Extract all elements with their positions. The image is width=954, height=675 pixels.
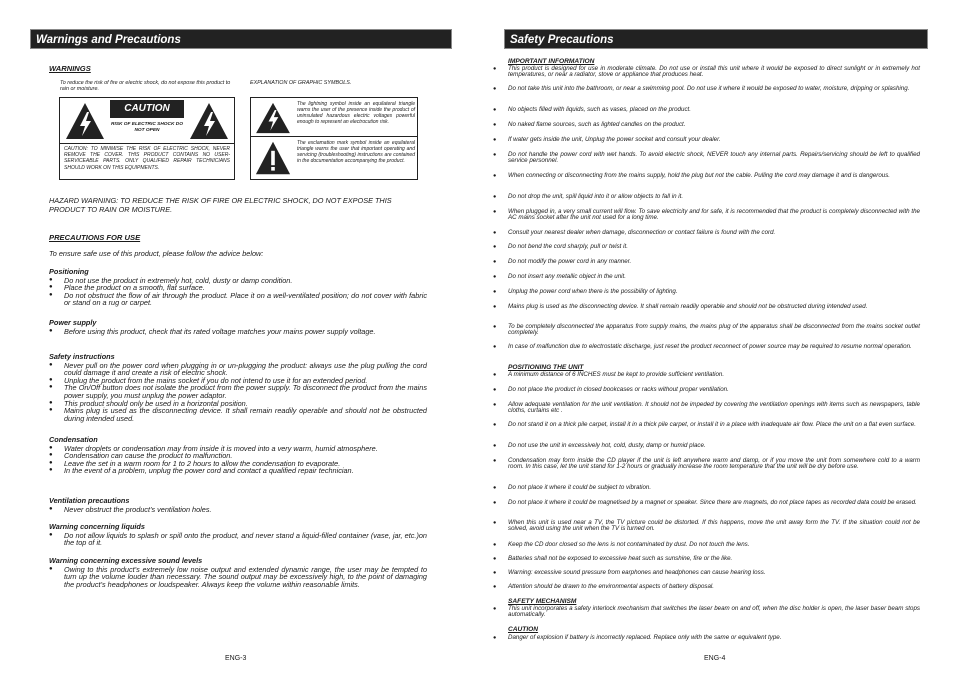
list-item: ● Do not bend the cord sharply, pull or twist it. (508, 244, 920, 250)
list-item: ● Owing to this product’s extremely low noise output and extended dynamic range, the user may be tempted to turn up the volume louder than necessary. The sound output may be excessively high, to the point of damaging the product’s headphones or loudspeaker. Always keep the volume within reasonable limits. (49, 566, 427, 589)
symbols-heading: EXPLANATION OF GRAPHIC SYMBOLS. (250, 80, 352, 86)
list-item: ● Do not obstruct the flow of air through the product. Place it on a well-ventilated position; do not cover with fabric or stand on a rug or carpet. (49, 292, 427, 307)
list-item: ● When plugged in, a very small current will flow. To save electricity and for safe, it is recommended that the product is completely disconnected with the AC mains socket after the unit not used for a long time. (508, 209, 920, 221)
caution-label: CAUTION (110, 100, 184, 118)
list-item: ● This product should only be used in a horizontal position. (49, 400, 427, 408)
list-item: ● Do not drop the unit, spill liquid into it or allow objects to fall in it. (508, 194, 920, 200)
caution-sub-label: RISK OF ELECTRIC SHOCK DO NOT OPEN (111, 122, 183, 133)
section-title: Condensation (49, 435, 98, 444)
list-item: ● Consult your nearest dealer when damage, disconnection or contact failure is found with the cord. (508, 230, 920, 236)
list-item: ● This unit incorporates a safety interlock mechanism that switches the laser beam on and off, when the disc holder is open, the laser baser beam stops automatically. (508, 606, 920, 618)
caution-heading: CAUTION (508, 626, 539, 633)
list-item: ● Allow adequate ventilation for the unit ventilation. It should not be impeded by covering the ventilation openings with items such as newspapers, table cloths, curtains etc . (508, 402, 920, 414)
list-item: ● No objects filled with liquids, such as vases, placed on the product. (508, 107, 920, 113)
list-item: ● Unplug the power cord when there is the possibility of lighting. (508, 289, 920, 295)
list-item: ● Warning: excessive sound pressure from earphones and headphones can cause hearing loss. (508, 570, 920, 576)
important-information-heading: IMPORTANT INFORMATION (508, 58, 595, 65)
list-item: ● Do not use the product in extremely hot, cold, dusty or damp condition. (49, 277, 427, 285)
lightning-warning-icon (189, 102, 229, 140)
list-item: ● Do not place it where it could be magnetised by a magnet or speaker. Since there are magnets, do not place tapes as recorded data could be erased. (508, 500, 920, 506)
section-title: Warning concerning liquids (49, 522, 145, 531)
warnings-intro: To reduce the risk of fire or electric shock, do not expose this product to rain or moisture. (60, 80, 231, 93)
list-item: ● If water gets inside the unit, Unplug the power socket and consult your dealer. (508, 137, 920, 143)
positioning-section (49, 268, 427, 307)
safety-instructions-section (49, 353, 427, 422)
warnings-heading: WARNINGS (49, 64, 91, 73)
symbols-explanation-box (250, 97, 418, 180)
list-item: ● Leave the set in a warm room for 1 to 2 hours to allow the condensation to evaporate. (49, 460, 427, 468)
section-title: Ventilation precautions (49, 496, 130, 505)
precautions-heading: PRECAUTIONS FOR USE (49, 233, 141, 242)
list-item: ● Mains plug is used as the disconnecting device. It shall remain readily operable and should not be obstructed during intended used. (49, 407, 427, 422)
section-banner: Warnings and Precautions (30, 29, 452, 49)
list-item: ● Do not place it where it could be subject to vibration. (508, 485, 920, 491)
list-item: ● Place the product on a smooth, flat surface. (49, 284, 427, 292)
precautions-intro: To ensure safe use of this product, please follow the advice below: (49, 249, 264, 258)
lightning-explanation: The lightning symbol inside an equilateral triangle warns the user of the presence inside the product of uninsulated hazardous electric voltages powerful enough to represent an electrocution risk. (297, 101, 415, 125)
list-item: ● Before using this product, check that its rated voltage matches your mains power supply voltage. (49, 328, 427, 336)
list-item: ● Do not insert any metallic object in the unit. (508, 274, 920, 280)
section-banner: Safety Precautions (504, 29, 928, 49)
list-item: ● Never obstruct the product’s ventilation holes. (49, 506, 427, 514)
caution-label-box (59, 97, 235, 180)
list-item: ● In the event of a problem, unplug the power cord and contact a qualified repair technician. (49, 467, 427, 475)
list-item: ● Do not handle the power cord with wet hands. To avoid electric shock, NEVER touch any internal parts. Repairs/servicing should be left to qualified service personnel. (508, 152, 920, 164)
condensation-section (49, 436, 427, 475)
list-item: ● Do not stand it on a thick pile carpet, install it in a thick pile carpet, or install it in a place with inadequate air flow. Place the unit on a flat even surface. (508, 422, 920, 428)
list-item: ● This product is designed for use in moderate climate. Do not use or install this unit where it would be exposed to direct sunlight or in extremely hot temperatures, or near a radiator, stove or appliance that produces heat. (508, 66, 920, 78)
list-item: ● Batteries shall not be exposed to excessive heat such as sunshine, fire or the like. (508, 556, 920, 562)
list-item: ● Do not use the unit in excessively hot, cold, dusty, damp or humid place. (508, 443, 920, 449)
page-number: ENG-3 (225, 655, 247, 662)
list-item: ● Keep the CD door closed so the lens is not contaminated by dust. Do not touch the lens. (508, 542, 920, 548)
list-item: ● Do not take this unit into the bathroom, or near a swimming pool. Do not use it where it would be exposed to water, moisture, dripping or splashing. (508, 86, 920, 92)
section-title: Safety instructions (49, 352, 115, 361)
section-title: Power supply (49, 318, 97, 327)
list-item: ● A minimum distance of 6 INCHES must be kept to provide sufficient ventilation. (508, 372, 920, 378)
list-item: ● Do not modify the power cord in any manner. (508, 259, 920, 265)
list-item: ● Do not allow liquids to splash or spill onto the product, and never stand a liquid-filled container (vase, jar, etc.)on the top of it. (49, 532, 427, 547)
liquids-section (49, 523, 427, 547)
list-item: ● Water droplets or condensation may from inside it is moved into a very warm, humid atmosphere. (49, 445, 427, 453)
lightning-warning-icon (65, 102, 105, 140)
hazard-warning: HAZARD WARNING: TO REDUCE THE RISK OF FIRE OR ELECTRIC SHOCK, DO NOT EXPOSE THIS PRODUCT TO RAIN OR MOISTURE. (49, 196, 392, 214)
section-title: Warning concerning excessive sound levels (49, 556, 203, 565)
list-item: ● Condensation can cause the product to malfunction. (49, 452, 427, 460)
positioning-heading: POSITIONING THE UNIT (508, 364, 584, 371)
caution-text: CAUTION: TO MINIMISE THE RISK OF ELECTRIC SHOCK, NEVER REMOVE THE COVER. THIS PRODUCT CONTAINS NO USER-SERVICEABLE PARTS. ONLY QUALIFIED REPAIR TECHNICIANS SHOULD WORK ON THIS EQUIPMENTS. (64, 146, 230, 171)
list-item: ● Danger of explosion if battery is incorrectly replaced. Replace only with the same or equivalent type. (508, 635, 920, 641)
list-item: ● Unplug the product from the mains socket if you do not intend to use it for an extended period. (49, 377, 427, 385)
list-item: ● Never pull on the power cord when plugging in or un-plugging the product: always use the plug pulling the cord could damage it and create a risk of electric shock. (49, 362, 427, 377)
list-item: ● The On/Off button does not isolate the product from the power supply. To disconnect the product from the mains power supply, you must unplug the power adaptor. (49, 384, 427, 399)
list-item: ● Attention should be drawn to the environmental aspects of battery disposal. (508, 584, 920, 590)
page-eng-4 (477, 0, 954, 675)
list-item: ● In case of malfunction due to electrostatic discharge, just reset the product reconnect of power source may be required to resume normal operation. (508, 344, 920, 350)
sound-levels-section (49, 557, 427, 588)
list-item: ● When this unit is used near a TV, the TV picture could be distorted. If this happens, move the unit away form the TV. If the situation could not be solved, avoid using the unit when the TV is turned on. (508, 520, 920, 532)
list-item: ● Do not place the product in closed bookcases or racks without proper ventilation. (508, 387, 920, 393)
list-item: ● Condensation may form inside the CD player if the unit is left anywhere warm and damp, or if you move the unit from somewhere cold to a warm room. In this case, let the unit stand for 1-2 hours or gradually increase the room temperature that the unit will be dry before use. (508, 458, 920, 470)
list-item: ● Mains plug is used as the disconnecting device. It shall remain readily operable and should not be obstructed during intended used. (508, 304, 920, 310)
safety-mechanism-heading: SAFETY MECHANISM (508, 598, 577, 605)
list-item: ● When connecting or disconnecting from the mains supply, hold the plug but not the cable. Pulling the cord may damage it and is dangerous. (508, 173, 920, 179)
page-number: ENG-4 (704, 655, 726, 662)
ventilation-section (49, 497, 427, 513)
exclamation-explanation: The exclamation mark symbol inside an equilateral triangle warns the user that important operating and servicing (troubleshooting) instructions are contained in the documentation accompanying the product. (297, 140, 415, 164)
list-item: ● To be completely disconnected the apparatus from supply mains, the mains plug of the apparatus shall be disconnected from the mains socket outlet completely. (508, 324, 920, 336)
lightning-triangle-icon (255, 102, 291, 134)
section-title: Positioning (49, 267, 89, 276)
list-item: ● No naked flame sources, such as lighted candles on the product. (508, 122, 920, 128)
power-supply-section (49, 319, 427, 335)
exclamation-triangle-icon (255, 140, 291, 176)
